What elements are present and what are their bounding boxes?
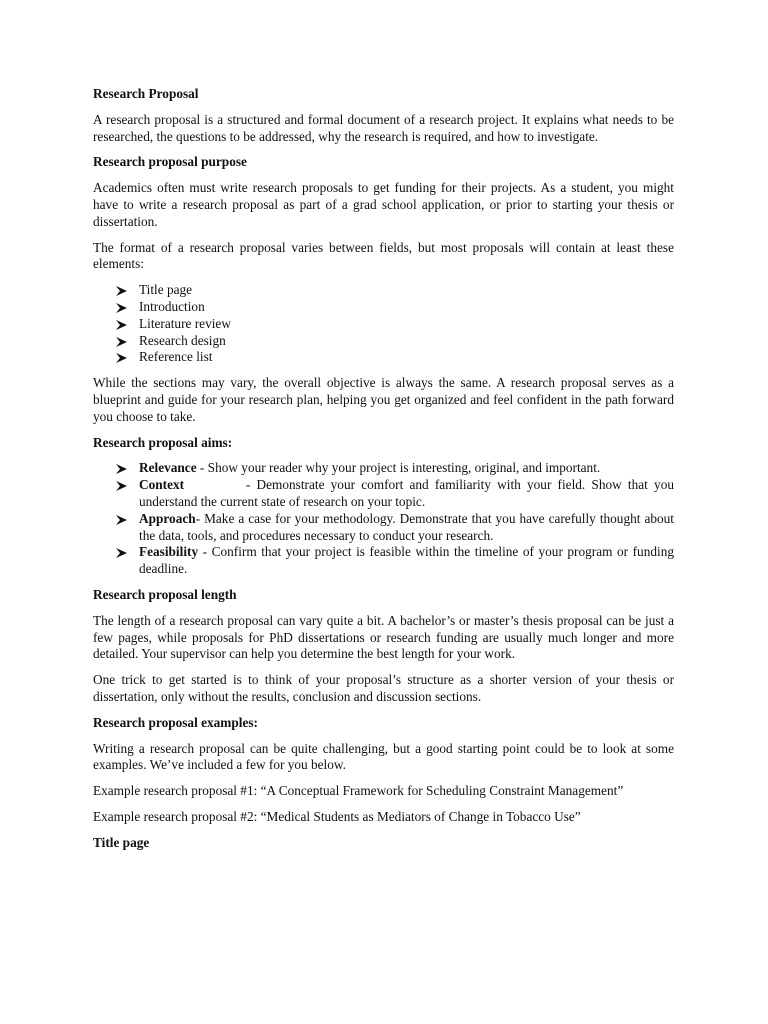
- arrow-bullet-icon: [116, 303, 127, 313]
- aim-text: - Demonstrate your comfort and familiarity with your field. Show that you understand the current state of research on your topic.: [139, 477, 678, 509]
- examples-heading: Research proposal examples:: [93, 714, 258, 730]
- list-item: [116, 333, 674, 350]
- intro-paragraph: A research proposal is a structured and formal document of a research project. It explains what needs to be researched, the questions to be addressed, why the research is required, and how to investigate.: [93, 111, 674, 144]
- purpose-paragraph-2: The format of a research proposal varies between fields, but most proposals will contain at least these elements:: [93, 239, 674, 272]
- list-item: [116, 316, 674, 333]
- purpose-paragraph-1: Academics often must write research proposals to get funding for their projects. As a student, you might have to write a research proposal as part of a grad school application, or prior to starting your thesis or dissertation.: [93, 180, 674, 229]
- list-item-text: Research design: [139, 332, 226, 348]
- aim-term: Feasibility: [139, 544, 199, 560]
- purpose-heading: Research proposal purpose: [93, 154, 247, 170]
- arrow-bullet-icon: [116, 548, 127, 558]
- list-item-text: Introduction: [139, 298, 205, 314]
- aim-term: Relevance: [139, 460, 197, 476]
- arrow-bullet-icon: [116, 337, 127, 347]
- title-page-heading: Title page: [93, 834, 150, 850]
- arrow-bullet-icon: [116, 320, 127, 330]
- objective-paragraph: While the sections may vary, the overall objective is always the same. A research proposal serves as a blueprint and guide for your research plan, helping you get organized and feel confident in the path forward you choose to take.: [93, 375, 674, 424]
- list-item: [116, 477, 678, 511]
- aim-term: Context: [139, 477, 185, 493]
- document-title: Research Proposal: [93, 86, 199, 101]
- list-item-text: Literature review: [139, 315, 231, 331]
- list-item: [116, 511, 674, 545]
- example-2: Example research proposal #2: “Medical Students as Mediators of Change in Tobacco Use”: [93, 808, 581, 824]
- length-heading: Research proposal length: [93, 586, 237, 602]
- example-1: Example research proposal #1: “A Conceptual Framework for Scheduling Constraint Management”: [93, 783, 624, 799]
- length-paragraph-2: One trick to get started is to think of your proposal’s structure as a shorter version of your thesis or dissertation, only without the results, conclusion and discussion sections.: [93, 672, 674, 704]
- list-item: [116, 282, 674, 299]
- length-paragraph-1: The length of a research proposal can vary quite a bit. A bachelor’s or master’s thesis proposal can be just a few pages, while proposals for PhD dissertations or research funding are usually much longer and more detailed. Your supervisor can help you determine the best length for your work.: [93, 612, 674, 662]
- aim-text: - Confirm that your project is feasible within the timeline of your program or funding deadline.: [139, 544, 674, 577]
- list-item-text: Title page: [139, 282, 193, 298]
- arrow-bullet-icon: [116, 464, 127, 474]
- examples-paragraph: Writing a research proposal can be quite challenging, but a good starting point could be to look at some examples. We’ve included a few for you below.: [93, 740, 674, 773]
- aims-heading: Research proposal aims:: [93, 434, 233, 450]
- arrow-bullet-icon: [116, 286, 127, 296]
- aim-text: - Show your reader why your project is interesting, original, and important.: [196, 460, 601, 476]
- list-item: [116, 299, 674, 316]
- list-item-text: Reference list: [139, 349, 213, 365]
- arrow-bullet-icon: [116, 481, 127, 491]
- aim-text: - Make a case for your methodology. Demonstrate that you have carefully thought about the data, tools, and procedures necessary to conduct your research.: [139, 510, 674, 543]
- document-page: [93, 86, 678, 860]
- arrow-bullet-icon: [116, 353, 127, 363]
- elements-list: [93, 282, 674, 366]
- arrow-bullet-icon: [116, 515, 127, 525]
- aims-list: [93, 460, 678, 578]
- list-item: [116, 349, 674, 366]
- aim-term: Approach: [139, 510, 196, 526]
- list-item: [116, 544, 674, 578]
- list-item: [116, 460, 674, 477]
